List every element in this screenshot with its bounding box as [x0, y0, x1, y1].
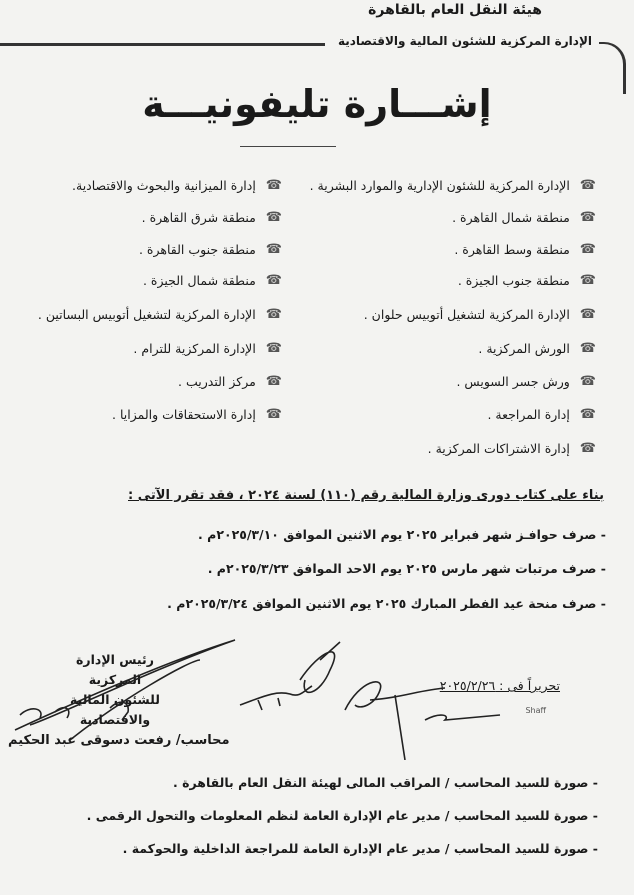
- header-rule: [0, 43, 325, 46]
- recipient-item: [112, 407, 282, 422]
- recipient-label: منطقة وسط القاهرة .: [454, 242, 570, 257]
- recipient-item: [428, 441, 596, 456]
- phone-icon: ☎: [579, 374, 596, 389]
- initials: Shaff: [525, 706, 546, 715]
- signature-stroke: [300, 642, 340, 692]
- chief-title-line: رئيس الإدارة المركزية: [76, 652, 154, 687]
- signature-stroke: [425, 715, 500, 720]
- phone-icon: ☎: [265, 178, 282, 193]
- handwritten-signatures: [0, 620, 634, 760]
- recipient-item: [454, 242, 596, 257]
- phone-icon: ☎: [579, 178, 596, 193]
- decision-item: - صرف منحة عيد الفطر المبارك ٢٠٢٥ يوم الاثنين الموافق ٢٠٢٥/٣/٢٤م .: [167, 596, 606, 611]
- recipient-label: الإدارة المركزية لتشغيل أتوبيس البساتين .: [37, 307, 256, 322]
- organization-name: هيئة النقل العام بالقاهرة: [368, 2, 542, 18]
- phone-icon: ☎: [265, 307, 282, 322]
- recipient-item: [72, 178, 282, 193]
- chief-title-line: للشئون المالية والاقتصادية: [70, 692, 160, 727]
- recipient-label: منطقة شمال القاهرة .: [452, 210, 570, 225]
- recipient-item: [143, 273, 282, 288]
- copy-recipient: - صورة للسيد المحاسب / المراقب المالى لهيئة النقل العام بالقاهرة .: [173, 775, 598, 790]
- recipient-label: الإدارة المركزية للترام .: [133, 341, 256, 356]
- phone-icon: ☎: [579, 307, 596, 322]
- phone-icon: ☎: [579, 341, 596, 356]
- recipient-label: ورش جسر السويس .: [456, 374, 570, 389]
- recipient-label: مركز التدريب .: [178, 374, 256, 389]
- phone-icon: ☎: [265, 341, 282, 356]
- recipient-label: منطقة شمال الجيزة .: [142, 273, 256, 288]
- recipient-item: [38, 307, 282, 322]
- recipient-label: منطقة جنوب الجيزة .: [457, 273, 570, 288]
- department-name: الإدارة المركزية للشئون المالية والاقتصادية: [337, 34, 592, 48]
- issue-date: تحريراً فى : ٢٠٢٥/٢/٢٦: [439, 678, 560, 693]
- phone-icon: ☎: [265, 210, 282, 225]
- recipient-item: [487, 407, 596, 422]
- phone-icon: ☎: [579, 441, 596, 456]
- recipient-item: [139, 242, 282, 257]
- accountant-name: محاسب/ رفعت دسوقى عبد الحكيم: [8, 733, 230, 748]
- recipient-item: [310, 178, 596, 193]
- recipient-label: إدارة الميزانية والبحوث والاقتصادية.: [72, 178, 256, 193]
- phone-icon: ☎: [265, 407, 282, 422]
- recipient-label: منطقة شرق القاهرة .: [141, 210, 256, 225]
- recipient-item: [458, 273, 596, 288]
- document-title: إشـــارة تليفونيـــة: [142, 82, 492, 126]
- phone-icon: ☎: [265, 242, 282, 257]
- recipient-item: [133, 341, 282, 356]
- phone-icon: ☎: [579, 210, 596, 225]
- intro-paragraph: بناء على كتاب دورى وزارة المالية رقم (١١٠) لسنة ٢٠٢٤ ، فقد تقرر الآتى :: [128, 488, 604, 503]
- recipient-item: [452, 210, 596, 225]
- title-underline: [240, 146, 336, 147]
- phone-icon: ☎: [579, 242, 596, 257]
- copy-recipient: - صورة للسيد المحاسب / مدير عام الإدارة العامة للمراجعة الداخلية والحوكمة .: [122, 841, 598, 856]
- recipient-item: [478, 341, 596, 356]
- copy-recipient: - صورة للسيد المحاسب / مدير عام الإدارة العامة لنظم المعلومات والتحول الرقمى .: [86, 808, 598, 823]
- phone-icon: ☎: [265, 374, 282, 389]
- recipient-label: الورش المركزية .: [478, 341, 570, 356]
- phone-icon: ☎: [579, 407, 596, 422]
- recipient-item: [178, 374, 282, 389]
- signature-stroke: [240, 686, 312, 710]
- signature-stroke: [395, 695, 405, 760]
- recipient-label: الإدارة المركزية للشئون الإدارية والموارد البشرية .: [309, 178, 570, 193]
- phone-icon: ☎: [265, 273, 282, 288]
- decision-item: - صرف مرتبات شهر مارس ٢٠٢٥ يوم الاحد الموافق ٢٠٢٥/٣/٢٣م .: [207, 561, 606, 576]
- recipient-label: إدارة الاستحقاقات والمزايا .: [112, 407, 256, 422]
- recipient-label: إدارة الاشتراكات المركزية .: [427, 441, 570, 456]
- recipient-item: [142, 210, 282, 225]
- recipient-label: إدارة المراجعة .: [487, 407, 570, 422]
- recipient-item: [364, 307, 596, 322]
- recipient-label: منطقة جنوب القاهرة .: [138, 242, 256, 257]
- decision-item: - صرف حوافـز شهر فبراير ٢٠٢٥ يوم الاثنين الموافق ٢٠٢٥/٣/١٠م .: [198, 527, 606, 542]
- recipient-item: [456, 374, 596, 389]
- phone-icon: ☎: [579, 273, 596, 288]
- recipient-label: الإدارة المركزية لتشغيل أتوبيس حلوان .: [363, 307, 570, 322]
